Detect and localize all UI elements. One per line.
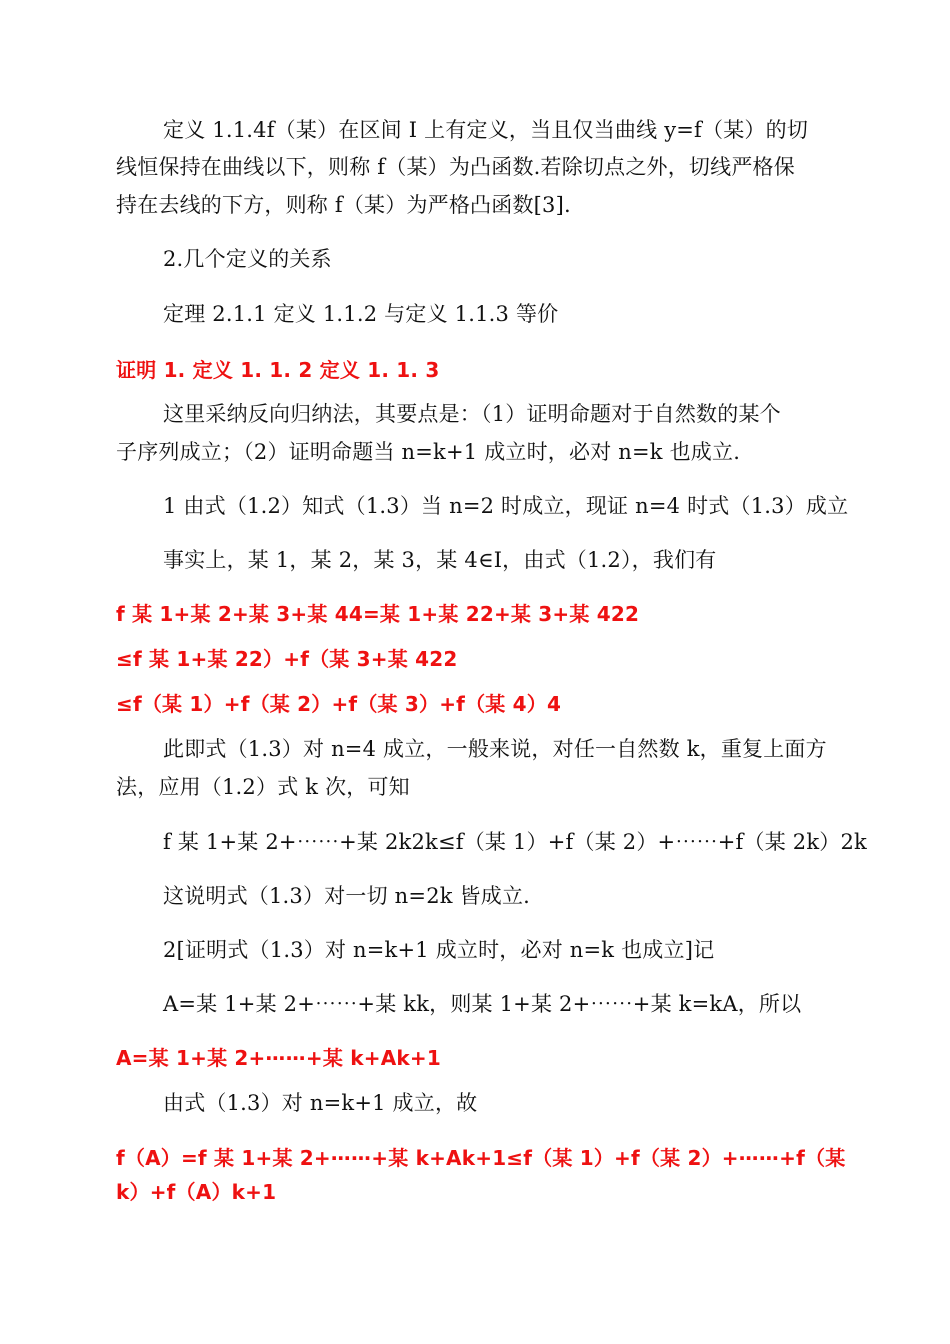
paragraph-line: 2[证明式（1.3）对 n=k+1 成立时，必对 n=k 也成立]记: [163, 938, 715, 962]
theorem-statement: 定理 2.1.1 定义 1.1.2 与定义 1.1.3 等价: [163, 302, 559, 326]
formula-line: f（A）=f 某 1+某 2+⋯⋯+某 k+Ak+1≤f（某 1）+f（某 2）+⋯⋯+f（某: [116, 1146, 846, 1170]
paragraph-line: 事实上，某 1，某 2，某 3，某 4∈I，由式（1.2），我们有: [163, 548, 717, 572]
paragraph-line: 子序列成立；（2）证明命题当 n=k+1 成立时，必对 n=k 也成立.: [116, 440, 741, 464]
paragraph-line: 1 由式（1.2）知式（1.3）当 n=2 时成立，现证 n=4 时式（1.3）成立: [163, 494, 849, 518]
paragraph-line: 持在去线的下方，则称 f（某）为严格凸函数[3].: [116, 193, 571, 217]
paragraph-line: 线恒保持在曲线以下，则称 f（某）为凸函数.若除切点之外，切线严格保: [116, 155, 795, 179]
proof-heading: 证明 1. 定义 1. 1. 2 定义 1. 1. 3: [116, 358, 440, 382]
paragraph-line: 法，应用（1.2）式 k 次，可知: [116, 775, 410, 799]
formula-line: A=某 1+某 2+⋯⋯+某 k+Ak+1: [116, 1046, 441, 1070]
paragraph-line: A=某 1+某 2+⋯⋯+某 kk，则某 1+某 2+⋯⋯+某 k=kA，所以: [163, 992, 802, 1016]
formula-line: k）+f（A）k+1: [116, 1180, 277, 1204]
paragraph-line: 这说明式（1.3）对一切 n=2k 皆成立.: [163, 884, 531, 908]
paragraph-line: 定义 1.1.4f（某）在区间 I 上有定义，当且仅当曲线 y=f（某）的切: [163, 118, 809, 142]
formula-line: f 某 1+某 2+某 3+某 44=某 1+某 22+某 3+某 422: [116, 602, 640, 626]
formula-line: ≤f（某 1）+f（某 2）+f（某 3）+f（某 4）4: [116, 692, 562, 716]
paragraph-line: 这里采纳反向归纳法，其要点是：（1）证明命题对于自然数的某个: [163, 402, 781, 426]
formula-line: f 某 1+某 2+⋯⋯+某 2k2k≤f（某 1）+f（某 2）+⋯⋯+f（某 2k）2k: [163, 830, 867, 854]
formula-line: ≤f 某 1+某 22）+f（某 3+某 422: [116, 647, 458, 671]
paragraph-line: 由式（1.3）对 n=k+1 成立，故: [163, 1091, 478, 1115]
paragraph-line: 此即式（1.3）对 n=4 成立，一般来说，对任一自然数 k，重复上面方: [163, 737, 827, 761]
section-heading: 2.几个定义的关系: [163, 247, 332, 271]
